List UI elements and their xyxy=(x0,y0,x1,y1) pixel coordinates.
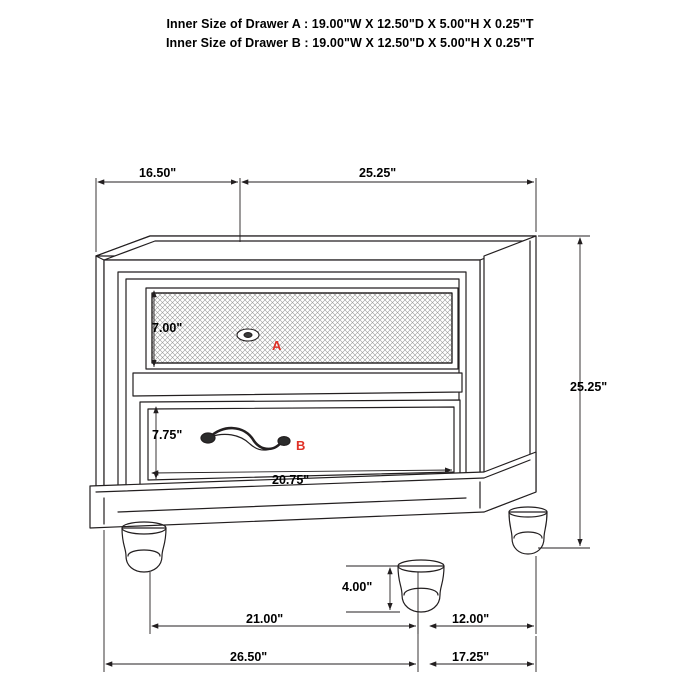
dim-leg-height: 4.00" xyxy=(342,580,373,594)
dim-top-left: 16.50" xyxy=(139,166,177,180)
dim-top-right: 25.25" xyxy=(359,166,397,180)
drawer-a-inner-size-text: Inner Size of Drawer A : 19.00"W X 12.50"D X 5.00"H X 0.25"T xyxy=(166,17,534,31)
dim-right-height: 25.25" xyxy=(570,380,608,394)
dim-drawer-b-height: 7.75" xyxy=(152,428,183,442)
drawer-b-inner-size-text: Inner Size of Drawer B : 19.00"W X 12.50"D X 5.00"H X 0.25"T xyxy=(165,36,535,50)
dim-base-front-width: 21.00" xyxy=(246,612,284,626)
drawer-a-knob xyxy=(237,329,259,341)
dim-overall-depth: 17.25" xyxy=(452,650,490,664)
drawer-b-label: B xyxy=(296,438,306,453)
dim-overall-width: 26.50" xyxy=(230,650,268,664)
dim-drawer-a-height: 7.00" xyxy=(152,321,183,335)
dim-drawer-b-width: 20.75" xyxy=(272,473,310,487)
dim-base-side-depth: 12.00" xyxy=(452,612,490,626)
drawer-a-label: A xyxy=(272,338,282,353)
